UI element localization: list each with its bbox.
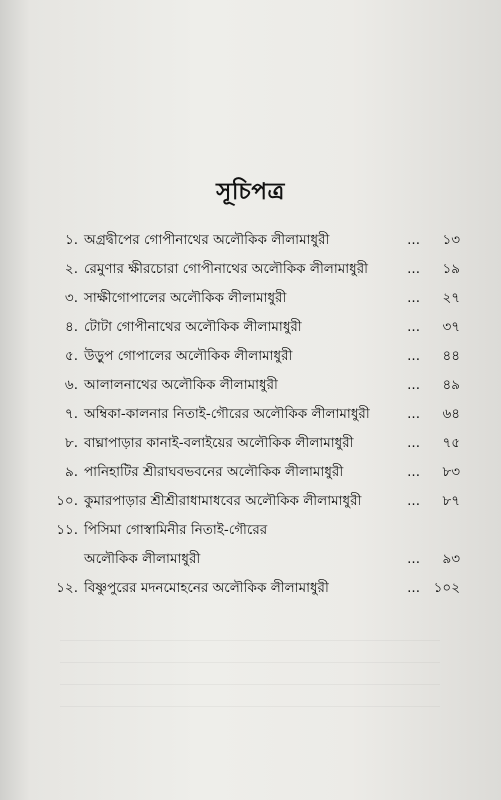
entry-number: ৫.: [64, 348, 78, 364]
toc-entry-7: [40, 400, 460, 429]
toc-entry-9: [40, 458, 460, 487]
entry-title: উড়ুপ গোপালের অলৌকিক লীলামাধুরী: [84, 348, 293, 364]
entry-title: বাঘ্নাপাড়ার কানাই-বলাইয়ের অলৌকিক লীলামাধুরী: [84, 435, 354, 451]
entry-page-number: ৩৭: [442, 319, 460, 335]
entry-number: ১০.: [56, 493, 78, 509]
bleed-through-line: [60, 662, 440, 663]
entry-page-number: ৯৩: [442, 551, 460, 567]
toc-entry-4: [40, 313, 460, 342]
entry-leader: ...: [407, 377, 420, 393]
bleed-through-line: [60, 706, 440, 707]
toc-entry-5: [40, 342, 460, 371]
entry-page-number: ১০২: [433, 580, 460, 596]
toc-entry-10: [40, 487, 460, 516]
toc-entry-12: [40, 574, 460, 603]
entry-number: ৯.: [64, 464, 78, 480]
entry-number: ২.: [64, 261, 78, 277]
entry-title: সাক্ষীগোপালের অলৌকিক লীলামাধুরী: [84, 290, 287, 306]
entry-title: পিসিমা গোস্বামিনীর নিতাই-গৌরের: [84, 522, 268, 538]
entry-page-number: ৮৩: [442, 464, 460, 480]
entry-leader: ...: [407, 580, 420, 596]
toc-entry-2: [40, 255, 460, 284]
entry-leader: ...: [407, 261, 420, 277]
toc-entry-6: [40, 371, 460, 400]
entry-title: রেমুণার ক্ষীরচোরা গোপীনাথের অলৌকিক লীলামাধুরী: [84, 261, 369, 277]
bleed-through-line: [60, 684, 440, 685]
entry-page-number: ৪৯: [442, 377, 460, 393]
toc-entry-3: [40, 284, 460, 313]
entry-leader: ...: [407, 406, 420, 422]
entry-leader: ...: [407, 464, 420, 480]
entry-leader: ...: [407, 319, 420, 335]
entry-page-number: ৬৪: [442, 406, 460, 422]
entry-leader: ...: [407, 290, 420, 306]
entry-title: টোটা গোপীনাথের অলৌকিক লীলামাধুরী: [84, 319, 302, 335]
entry-page-number: ৪৪: [442, 348, 460, 364]
entry-leader: ...: [407, 551, 420, 567]
entry-leader: ...: [407, 435, 420, 451]
entry-title: বিষ্ণুপুরের মদনমোহনের অলৌকিক লীলামাধুরী: [84, 580, 329, 596]
entry-page-number: ১৩: [442, 232, 460, 248]
entry-page-number: ২৭: [442, 290, 460, 306]
entry-title: আলালনাথের অলৌকিক লীলামাধুরী: [84, 377, 278, 393]
entry-number: ৮.: [64, 435, 78, 451]
entry-title-continued: অলৌকিক লীলামাধুরী: [84, 551, 201, 567]
entry-number: ১২.: [56, 580, 78, 596]
entry-leader: ...: [407, 232, 420, 248]
entry-title: পানিহাটির শ্রীরাঘবভবনের অলৌকিক লীলামাধুরী: [84, 464, 344, 480]
entry-number: ১.: [64, 232, 78, 248]
entry-leader: ...: [407, 348, 420, 364]
bleed-through-line: [60, 640, 440, 641]
entry-page-number: ৭৫: [442, 435, 460, 451]
entry-title: কুমারপাড়ার শ্রীশ্রীরাধামাধবের অলৌকিক লীলামাধুরী: [84, 493, 362, 509]
entry-leader: ...: [407, 493, 420, 509]
toc-entry-11: [40, 516, 460, 574]
entry-title: অম্বিকা-কালনার নিতাই-গৌরের অলৌকিক লীলামাধুরী: [84, 406, 370, 422]
entry-number: ৬.: [64, 377, 78, 393]
entry-number: ৪.: [64, 319, 78, 335]
toc-entry-1: [40, 226, 460, 255]
entry-page-number: ৮৭: [442, 493, 460, 509]
entry-title: অগ্রদ্বীপের গোপীনাথের অলৌকিক লীলামাধুরী: [84, 232, 330, 248]
entry-page-number: ১৯: [442, 261, 460, 277]
entry-number: ১১.: [56, 522, 78, 538]
entry-number: ৭.: [64, 406, 78, 422]
entry-number: ৩.: [64, 290, 78, 306]
toc-entry-8: [40, 429, 460, 458]
page-title: সূচিপত্র: [216, 179, 285, 205]
table-of-contents: [40, 226, 460, 603]
